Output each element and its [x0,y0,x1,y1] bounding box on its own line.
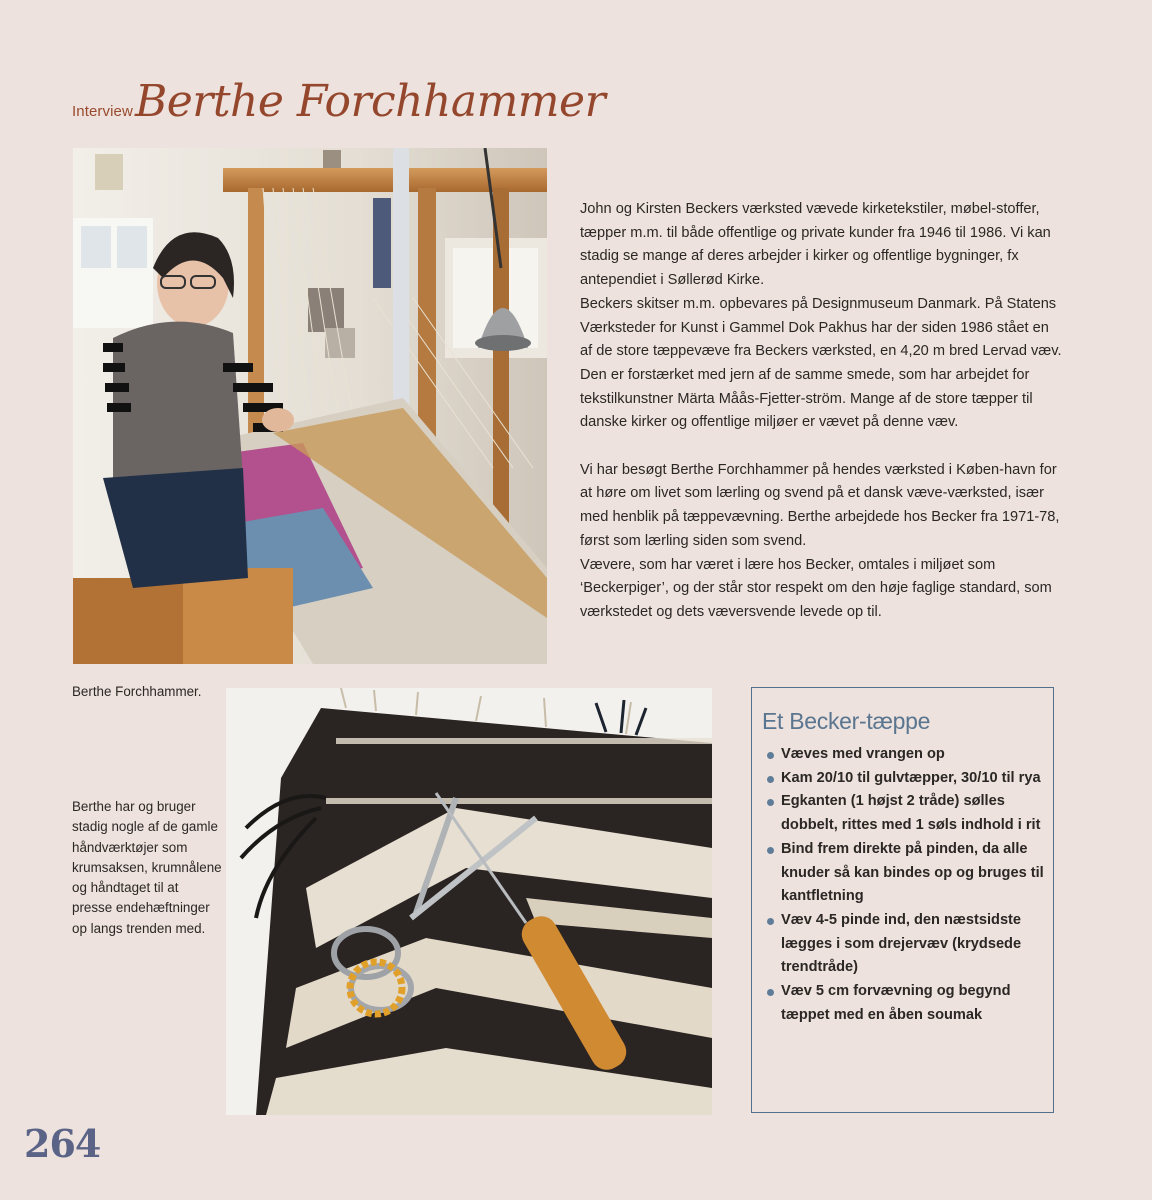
list-item [766,980,1046,1027]
paragraph-1b: Beckers skitser m.m. opbevares på Designmuseum Danmark. På Statens Værksteder for Kunst i Gammel Dok Pakhus har der siden 1986 stået en af de store tæppevæve fra Beckers værksted, en 4,20 m bred Lervad væv. Den er forstærket med jern af de samme smede, som har arbejdet for tekstilkunstner Märta Måås-Fjetter-ström. Mange af de store tæpper til danske kirker og offentlige miljøer er vævet på denne væv. [580,295,1062,431]
list-item [766,909,1046,980]
list-item [766,743,1046,767]
list-item [766,838,1046,909]
list-item-text: Væves med vrangen op [781,746,945,762]
tools-photo [226,688,712,1115]
list-item [766,767,1046,791]
fact-box-list [766,743,1046,1027]
list-item-text: Væv 5 cm forvævning og begynd tæppet med en åben soumak [781,983,1011,1023]
fact-box-title: Et Becker-tæppe [762,708,931,734]
photo-caption-tools: Berthe har og bruger stadig nogle af de gamle håndværktøjer som krumsaksen, krumnålene og håndtaget til at presse endehæftninger op langs trenden med. [72,799,222,936]
section-kicker: Interview [72,103,133,120]
fact-box [751,687,1054,1113]
body-paragraph [580,198,1062,435]
header [72,76,605,136]
bullet-icon [767,989,774,996]
list-item-text: Bind frem direkte på pinden, da alle knuder så kan bindes op og bruges til kantfletning [781,840,1044,905]
page-title: Berthe Forchhammer [134,76,606,127]
bullet-icon [767,752,774,759]
bullet-icon [767,847,774,854]
bullet-icon [767,799,774,806]
list-item-text: Kam 20/10 til gulvtæpper, 30/10 til rya [781,769,1041,786]
list-item-text: Væv 4-5 pinde ind, den næstsidste lægges i som drejervæv (krydsede trendtråde) [781,911,1022,976]
list-item [766,790,1046,837]
paragraph-2: Vi har besøgt Berthe Forchhammer på hendes værksted i Køben-havn for at høre om livet som lærling og svend på et dansk væve-værksted, især med henblik på tæppevævning. Berthe arbejdede hos Becker fra 1971-78, først som lærling siden som svend. [580,461,1060,549]
paragraph-2b: Vævere, som har været i lære hos Becker, omtales i miljøet som ‘Beckerpiger’, og der står stor respekt om den høje faglige standard, som værkstedet og dets væversvende levede op til. [580,556,1052,620]
weaver-photo [73,148,547,664]
body-paragraph [580,459,1062,625]
page-number: 264 [24,1121,101,1166]
paragraph-1: John og Kirsten Beckers værksted vævede kirketekstiler, møbel-stoffer, tæpper m.m. til både offentlige og private kunder fra 1946 til 1986. Vi kan stadig se mange af deres arbejder i kirker og offentlige bygninger, fx antependiet i Søllerød Kirke. [580,201,1051,289]
bullet-icon [767,918,774,925]
photo-caption-weaver: Berthe Forchhammer. [72,684,202,699]
article-body [580,198,1062,648]
list-item-text: Egkanten (1 højst 2 tråde) sølles dobbelt, rittes med 1 søls indhold i rit [781,793,1041,834]
bullet-icon [767,776,774,783]
